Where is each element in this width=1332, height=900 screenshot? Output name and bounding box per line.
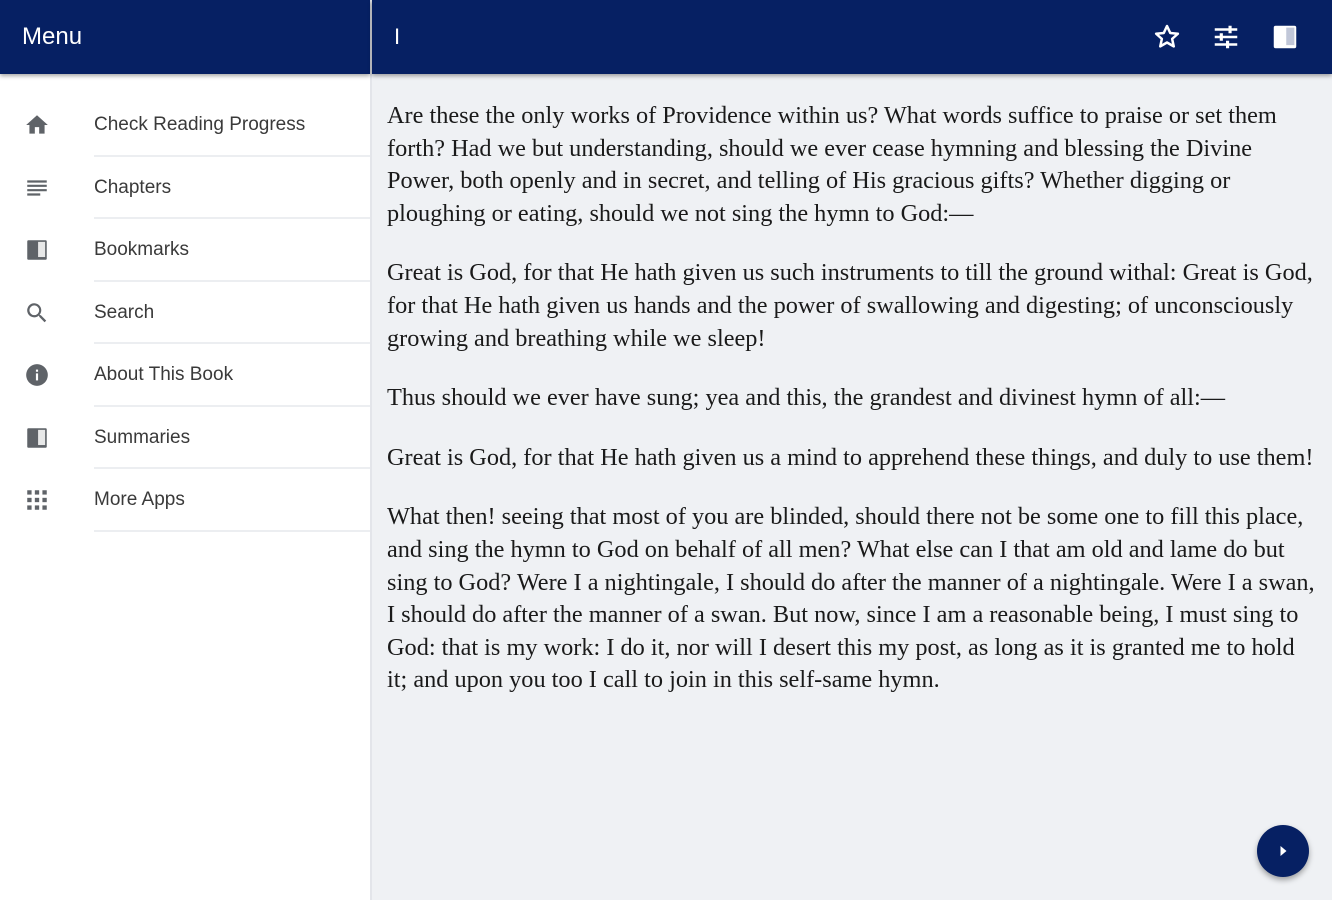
book-icon (0, 237, 94, 263)
reader-pane (372, 0, 1332, 900)
sidebar-item-chapters[interactable] (0, 157, 370, 220)
sidebar (0, 0, 372, 900)
sidebar-item-check-reading-progress[interactable] (0, 94, 370, 157)
sidebar-item-label: About This Book (94, 344, 370, 407)
sidebar-item-search[interactable] (0, 282, 370, 345)
sidebar-item-label: Search (94, 282, 370, 345)
sidebar-item-label: More Apps (94, 469, 370, 532)
apps-grid-icon (0, 487, 94, 513)
sidebar-item-label: Check Reading Progress (94, 94, 370, 157)
sidebar-item-label: Bookmarks (94, 219, 370, 282)
bookmarks-button[interactable] (1255, 12, 1314, 62)
search-icon (0, 300, 94, 326)
reader-content (372, 74, 1332, 697)
chevron-right-icon (1271, 839, 1295, 863)
home-icon (0, 112, 94, 138)
paragraph: Great is God, for that He hath given us such instruments to till the ground withal: Great is God, for that He hath given us hands and the power of swallowing and digesting; of unconsciously growing and breathing while we sleep! (387, 259, 1313, 352)
book-icon (1270, 22, 1300, 52)
settings-tune-button[interactable] (1196, 12, 1255, 62)
next-page-button[interactable] (1257, 825, 1309, 877)
star-icon (1152, 22, 1182, 52)
paragraph: Are these the only works of Providence within us? What words suffice to praise or set them forth? Had we but understanding, should we ever cease hymning and blessing the Divine Power, both openly and in secret, and telling of His gracious gifts? Whether digging or ploughing or eating, should we not sing the hymn to God:— (387, 102, 1277, 227)
list-icon (0, 175, 94, 201)
paragraph: Great is God, for that He hath given us a mind to apprehend these things, and duly to use them! (387, 443, 1314, 471)
bookmark-star-button[interactable] (1137, 12, 1196, 62)
sidebar-item-more-apps[interactable] (0, 469, 370, 532)
tune-icon (1211, 22, 1241, 52)
chapter-title: I (394, 24, 401, 49)
sidebar-item-label: Summaries (94, 407, 370, 470)
paragraph: Thus should we ever have sung; yea and this, the grandest and divinest hymn of all:— (387, 384, 1226, 412)
toolbar-actions (1137, 12, 1332, 62)
info-icon (0, 362, 94, 388)
sidebar-header (0, 0, 370, 74)
menu-list (0, 74, 370, 532)
sidebar-item-about-this-book[interactable] (0, 344, 370, 407)
paragraph: What then! seeing that most of you are blinded, should there not be some one to fill this place, and sing the hymn to God on behalf of all men? What else can I that am old and lame do but sing to God? Were I a nightingale, I should do after the manner of a nightingale. Were I a swan, I should do after the manner of a swan. But now, since I am a reasonable being, I must sing to God: that is my work: I do it, nor will I desert this my post, as long as it is granted me to hold it; and upon you too I call to join in this self-same hymn. (387, 503, 1315, 694)
sidebar-title: Menu (22, 23, 83, 50)
book-icon (0, 425, 94, 451)
sidebar-item-bookmarks[interactable] (0, 219, 370, 282)
top-app-bar (372, 0, 1332, 74)
sidebar-item-summaries[interactable] (0, 407, 370, 470)
sidebar-item-label: Chapters (94, 157, 370, 220)
